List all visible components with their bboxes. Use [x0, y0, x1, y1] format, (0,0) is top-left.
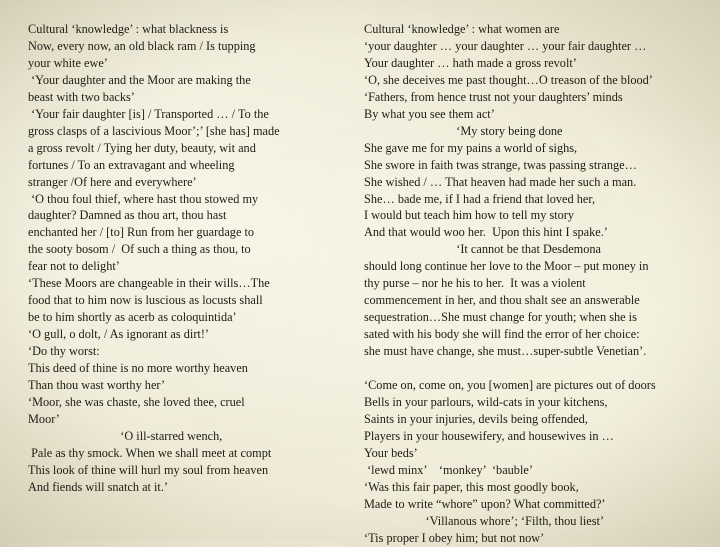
text-line: ‘Moor, she was chaste, she loved thee, cruel: [28, 394, 245, 409]
text-line: sequestration…She must change for youth; when she is: [364, 310, 637, 325]
text-line: should long continue her love to the Moor – put money in: [364, 259, 649, 274]
text-line: Moor’: [28, 411, 60, 426]
text-line: ‘Tis proper I obey him; but not now’: [364, 530, 545, 545]
text-line: ‘your daughter … your daughter … your fair daughter …: [364, 38, 647, 53]
text-line: Cultural ‘knowledge’ : what women are: [364, 22, 560, 36]
text-line: Your daughter … hath made a gross revolt’: [364, 55, 577, 70]
text-line: ‘Your fair daughter [is] / Transported … / To the: [28, 106, 269, 121]
text-line: ‘Fathers, from hence trust not your daughters’ minds: [364, 89, 623, 104]
text-line: Than thou wast worthy her’: [28, 378, 166, 393]
right-block-2: [364, 377, 704, 547]
text-line: ‘O gull, o dolt, / As ignorant as dirt!’: [28, 327, 210, 342]
text-line: Now, every now, an old black ram / Is tupping: [28, 38, 256, 53]
text-line: sated with his body she will find the error of her choice:: [364, 327, 640, 342]
text-line: I would but teach him how to tell my story: [364, 208, 575, 223]
text-line: Your beds’: [364, 445, 418, 460]
text-line: Pale as thy smock. When we shall meet at compt: [28, 445, 272, 460]
right-column: [364, 21, 704, 547]
text-line: She… bade me, if I had a friend that loved her,: [364, 191, 596, 206]
text-line: food that to him now is luscious as locusts shall: [28, 293, 263, 308]
text-line: ‘These Moors are changeable in their wills…The: [28, 276, 270, 291]
text-line: Cultural ‘knowledge’ : what blackness is: [28, 22, 229, 36]
text-line: ‘Do thy worst:: [28, 344, 100, 359]
block-separator: [364, 360, 704, 377]
text-line: thy purse – nor he his to her. It was a violent: [364, 276, 586, 291]
text-line: ‘O thou foul thief, where hast thou stowed my: [28, 191, 259, 206]
text-line: Saints in your injuries, devils being offended,: [364, 411, 588, 426]
text-line: beast with two backs’: [28, 89, 135, 104]
text-line: enchanted her / [to] Run from her guardage to: [28, 225, 255, 240]
text-line: Made to write “whore” upon? What committed?’: [364, 496, 606, 511]
text-line: This look of thine will hurl my soul from heaven: [28, 462, 269, 477]
text-line: be to him shortly as acerb as coloquintida’: [28, 310, 237, 325]
text-line: By what you see them act’: [364, 106, 495, 121]
text-line: ‘lewd minx’ ‘monkey’ ‘bauble’: [364, 462, 533, 477]
text-line: Players in your housewifery, and housewives in …: [364, 428, 614, 443]
text-line: ‘Was this fair paper, this most goodly book,: [364, 479, 579, 494]
text-line: This deed of thine is no more worthy heaven: [28, 361, 248, 376]
text-line: the sooty bosom / Of such a thing as thou, to: [28, 242, 251, 257]
left-column: [28, 21, 310, 496]
text-line: your white ewe’: [28, 55, 108, 70]
text-line: ‘Villanous whore’; ‘Filth, thou liest’: [364, 513, 605, 528]
text-line: a gross revolt / Tying her duty, beauty, wit and: [28, 140, 256, 155]
text-line: And that would woo her. Upon this hint I spake.’: [364, 225, 608, 240]
text-line: She gave me for my pains a world of sighs,: [364, 140, 578, 155]
text-line: she must have change, she must…super-subtle Venetian’.: [364, 344, 647, 359]
text-line: ‘Your daughter and the Moor are making the: [28, 72, 251, 87]
text-line: And fiends will snatch at it.’: [28, 479, 169, 494]
right-block-1: [364, 21, 704, 360]
text-line: commencement in her, and thou shalt see an answerable: [364, 293, 640, 308]
text-line: stranger /Of here and everywhere’: [28, 174, 197, 189]
text-line: Bells in your parlours, wild-cats in your kitchens,: [364, 394, 608, 409]
text-line: ‘My story being done: [364, 123, 563, 138]
text-line: ‘O, she deceives me past thought…O treason of the blood’: [364, 72, 653, 87]
text-line: ‘O ill-starred wench,: [28, 428, 223, 443]
text-line: ‘It cannot be that Desdemona: [364, 242, 602, 257]
text-line: ‘Come on, come on, you [women] are pictures out of doors: [364, 378, 656, 392]
text-line: She swore in faith twas strange, twas passing strange…: [364, 157, 637, 172]
text-line: daughter? Damned as thou art, thou hast: [28, 208, 227, 223]
text-line: gross clasps of a lascivious Moor’;’ [she has] made: [28, 123, 280, 138]
text-line: She wished / … That heaven had made her such a man.: [364, 174, 637, 189]
text-line: fear not to delight’: [28, 259, 120, 274]
text-line: fortunes / To an extravagant and wheeling: [28, 157, 235, 172]
